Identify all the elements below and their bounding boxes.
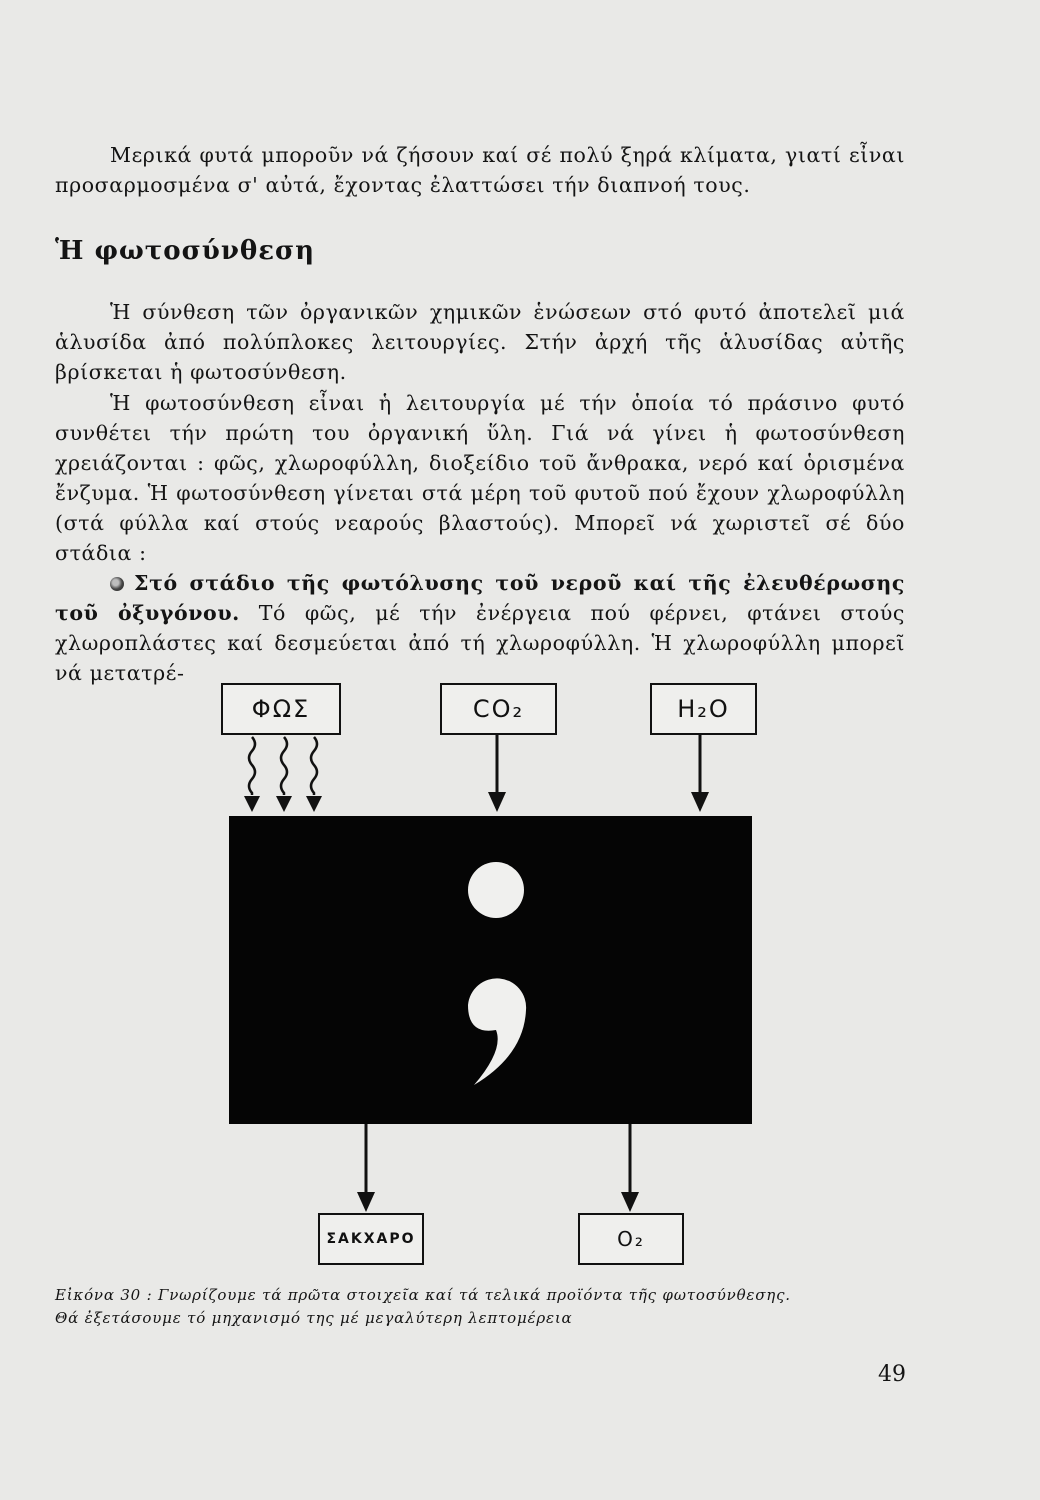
light-wavy-arrows [249, 737, 317, 795]
arrowheads [244, 796, 322, 812]
light-input-box: ΦΩΣ [221, 683, 341, 735]
figure-caption-line2: Θά ἐξετάσουμε τό μηχανισμό της μέ μεγαλύτερη λεπτομέρεια [55, 1309, 573, 1327]
section-heading: Ἡ φωτοσύνθεση [55, 236, 316, 266]
paragraph-synthesis: Ἡ σύνθεση τῶν ὀργανικῶν χημικῶν ἑνώσεων στό φυτό ἀποτελεῖ μιά ἁλυσίδα ἀπό πολύπλοκες λειτουργίες. Στήν ἀρχή τῆς ἁλυσίδας αὐτῆς βρίσκεται ἡ φωτοσύνθεση. [55, 300, 905, 384]
figure-caption-line1: Εἰκόνα 30 : Γνωρίζουμε τά πρῶτα στοιχεῖα καί τά τελικά προϊόντα τῆς φωτοσύνθεσης. [55, 1286, 791, 1304]
intro-paragraph: Μερικά φυτά μποροῦν νά ζήσουν καί σέ πολύ ξηρά κλίματα, γιατί εἶναι προσαρμοσμένα σ' αὐτά, ἔχοντας ἐλαττώσει τήν διαπνοή τους. [55, 143, 905, 197]
output-arrows [366, 1124, 630, 1195]
input-straight-arrows [497, 735, 700, 795]
page-number: 49 [878, 1362, 906, 1387]
paragraph-photosynthesis-definition: Ἡ φωτοσύνθεση εἶναι ἡ λειτουργία μέ τήν ὁποία τό πράσινο φυτό συνθέτει τήν πρώτη του ὀργανική ὕλη. Γιά νά γίνει ἡ φωτοσύνθεση χρειάζονται : φῶς, χλωροφύλλη, διοξείδιο τοῦ ἄνθρακα, νερό καί ὁρισμένα ἔνζυμα. Ἡ φωτοσύνθεση γίνεται στά μέρη τοῦ φυτοῦ πού ἔχουν χλωροφύλλη (στά φύλλα καί στούς νεαρούς βλαστούς). Μπορεῖ νά χωριστεῖ σέ δύο στάδια : [55, 391, 905, 565]
oxygen-output-box: O₂ [578, 1213, 684, 1265]
stage-text: Τό φῶς, μέ τήν ἐνέργεια πού φέρνει, φτάνει στούς χλωροπλάστες καί δεσμεύεται ἀπό τή χλωροφύλλη. Ἡ χλωροφύλλη μπορεῖ νά μετατρέ- [55, 601, 905, 685]
stage-title: Στό στάδιο τῆς φωτόλυσης τοῦ νεροῦ καί τῆς ἐλευθέρωσης τοῦ ὀξυγόνου. [55, 571, 905, 625]
sugar-output-box: ΣΑΚΧΑΡΟ [318, 1213, 424, 1265]
co2-input-box: CO₂ [440, 683, 557, 735]
chloroplast-black-box [229, 816, 752, 1124]
h2o-input-box: H₂O [650, 683, 757, 735]
